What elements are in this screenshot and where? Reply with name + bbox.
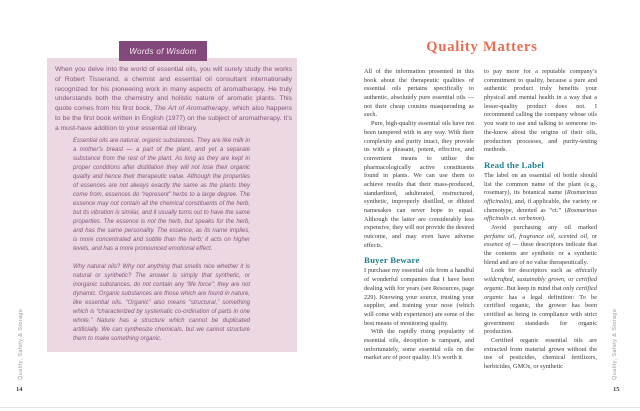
paragraph [73,137,250,254]
paragraph [55,65,292,133]
text-run: , [514,232,520,240]
italic-text-run: sustainably grown [516,276,565,284]
paragraph [364,68,474,120]
text-run: Pure, high-quality essential oils have not been tampered with in any way. With their complexity and purity intact, they provide us with a pleasant, potent, effective, and convenient means to utilize the pharmacologically active constituents found in plants. We can use them to achieve results that their mass-produced, standardized, adulterated, restructured, synthetic, improperly distilled, or diluted namesakes can never hope to equal. Although the latter are considerably less expensive, they will not provide the desired outcome, and may even have adverse effects. [364,120,474,249]
paragraph [364,328,474,363]
italic-text-run: Rosmarinus officinalis ct. verbenon [484,206,597,223]
page-bottom-edge [0,407,640,408]
paragraph [484,68,597,155]
text-run: , [553,232,559,240]
words-of-wisdom-quote [73,137,250,353]
text-run: , or [564,276,577,284]
text-run: ), and, if applicable, the variety or chemotype, denoted as “ct.” ( [484,197,597,214]
text-run: Read the Label [484,159,544,170]
left-page-number: 14 [16,386,23,393]
text-run: Avoid purchasing any oil marked [491,224,597,231]
text-run: — these descriptors indicate that the contents are synthetic or a synthetic blend and are of no value therapeutically. [484,241,597,266]
section-heading [364,255,474,265]
text-run: All of the information presented in this book about the therapeutic qualities of essential oils pertains specifically to authentic, absolutely pure essential oils — not their cheap cousins masquerading as such. [364,68,474,119]
italic-text-run: fragrance oil [519,232,554,240]
left-running-sidebar-label: Quality, Safety & Storage [18,308,24,380]
words-of-wisdom-intro [55,65,292,133]
italic-text-run: perfume oil [484,232,515,240]
paragraph [73,263,250,344]
italic-text-run: ethically wildcrafted [484,267,597,284]
paragraph [484,172,597,224]
text-run: . But keep in mind that only [503,284,577,292]
section-heading [484,160,597,170]
text-run: , which also happens to be the first book written in English (1977) on the subject of aromatherapy. It’s a must-have addition to your essential oil library. [55,105,292,132]
text-run: Essential oils are natural, organic substances. They are like milk in a mother’s breast — a part of the plant, and yet a separate substance from the rest of the plant. As long as they are kept in proper conditions after distillation they will not lose their organic quality and hence their therapeutic value. Although the properties of essences are not always exactly the same as the plants they come from, essences do “represent” herbs to a large degree. The essence may not contain all the chemical constituents of the herb, but its vibration is similar, and it usually turns out to have the same properties. The essence is not the herb, but speaks for the herb, and has the same personality. The essence, as its name implies, is more concentrated and subtle than the herb; it acts on higher levels, and has a more pronounced emotional effect. [73,138,250,252]
text-run: Certified organic essential oils are extracted from material grown without the use of pesticides, chemical fertilizers, herbicides, GMOs, or synthetic [484,336,597,370]
text-run: ). [541,215,546,223]
right-running-sidebar-label: Quality, Safety & Storage [612,308,618,380]
right-page-column-left [364,68,474,363]
text-run: The label on an essential oil bottle should list the common name of the plant (e.g., rosemary), its botanical name ( [484,171,597,197]
paragraph [364,120,474,250]
page-title: Quality Matters [426,39,538,55]
italic-text-run: certified organic [484,276,598,292]
paragraph [364,267,474,328]
text-run: With the rapidly rising popularity of essential oils, deception is rampant, and unfortunately, some essential oils on the market are of poor quality. It’s worth it [364,328,474,362]
italic-text-run: essence of [484,241,511,249]
italic-text-run: Rosmarinus officinalis [484,189,597,205]
text-run: When you delve into the world of essential oils, you will surely study the works of Robert Tisserand, a chemist and essential oil consultant internationally recognized for his pioneering work in many aspects of aromatherapy. He truly understands both the chemistry and holistic nature of aromatic plants. This quote comes from his first book, [55,66,292,113]
text-run: , [512,276,517,284]
text-run: I purchase my essential oils from a handful of wonderful companies that I have been dealing with for years (see Resources, page 229). Knowing your source, trusting your supplier, and training your nose (which will come with experience) are some of the best means of monitoring quality. [364,267,474,327]
text-run: , or [587,232,598,240]
paragraph [484,224,597,267]
italic-text-run: scented oil [558,232,588,240]
italic-text-run: The Art of Aromatherapy [154,105,229,113]
paragraph [484,267,597,337]
italic-text-run: certified organic [484,284,597,301]
right-page-column-right [484,68,597,372]
right-page-number: 15 [613,386,620,393]
text-run: to pay more for a reputable company’s commitment to quality, because a pure and authentic product truly benefits your physical and mental health in a way that a lesser-quality product does not. I recommend calling the company whose oils you want to use and talking to someone in-the-know about the origins of their oils, production processes, and purity-testing methods. [484,68,597,154]
words-of-wisdom-header [119,41,207,61]
text-run: has a legal definition: To be certified organic, the grower has been certified as being in compliance with strict government standards for organic production. [484,293,597,336]
text-run: Look for descriptors such as [491,267,576,275]
text-run: Why natural oils? Why not anything that smells nice whether it is natural or synthetic? The answer is simply that synthetic, or inorganic substances, do not contain any “life force”; they are not dynamic. Organic substances are those which are found in nature, like essential oils. “Organic” also means “structural,” something which is “characterized by systematic co-ordination of parts in one whole.” Nature has a structure which cannot be duplicated artificially. We can synthesize chemicals, but we cannot structure them to make something organic. [73,264,250,342]
paragraph [484,337,597,372]
words-of-wisdom-title: Words of Wisdom [129,46,197,56]
text-run: Buyer Beware [364,255,420,266]
